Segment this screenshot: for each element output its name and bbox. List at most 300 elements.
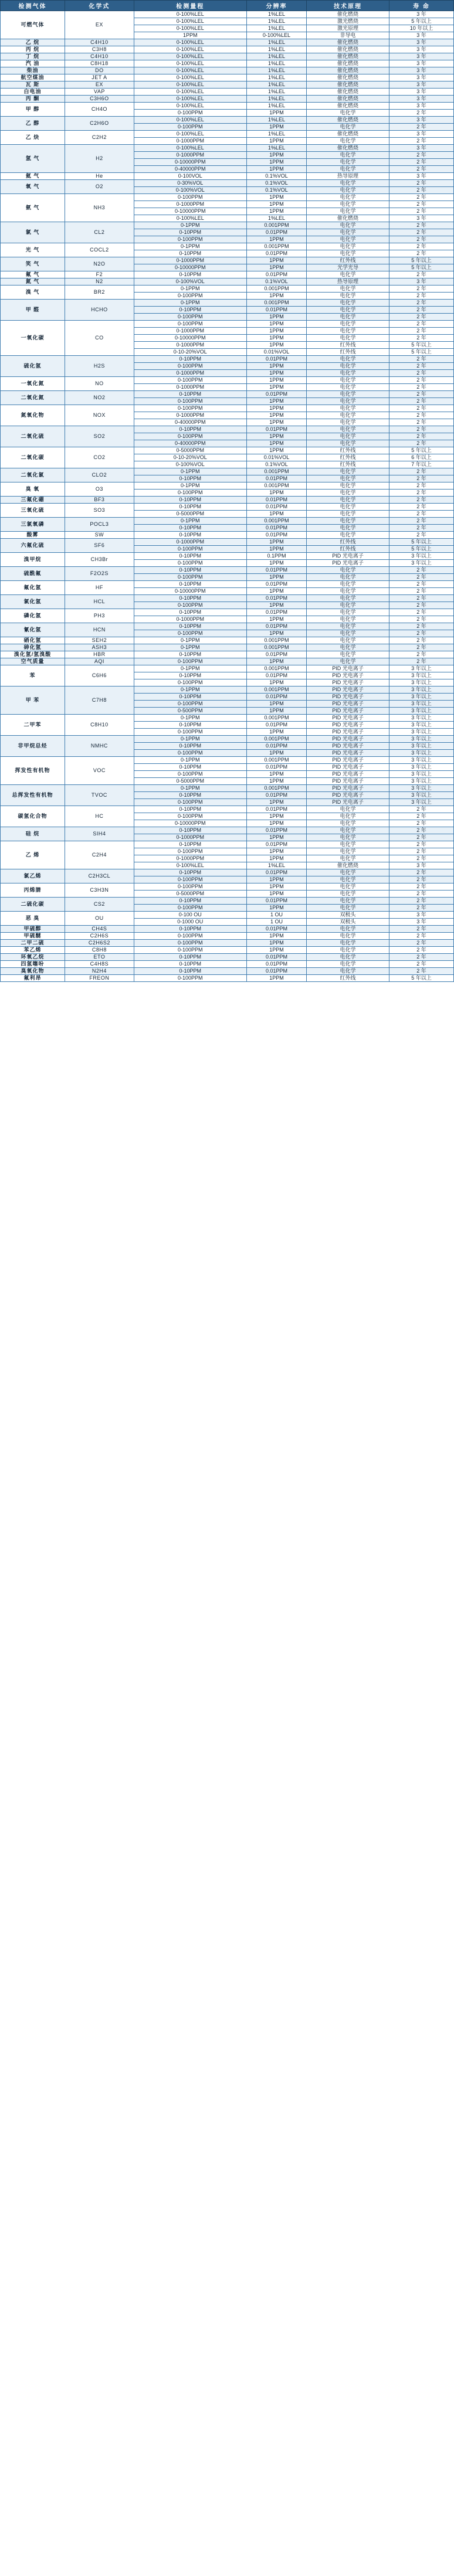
life-cell: 3 年 bbox=[389, 39, 453, 46]
technology-cell: 电化学 bbox=[307, 180, 389, 187]
life-cell: 2 年 bbox=[389, 370, 453, 377]
resolution-cell: 1PPM bbox=[246, 848, 306, 855]
range-cell: 0-1PPM bbox=[134, 286, 246, 293]
technology-cell: 催化燃烧 bbox=[307, 215, 389, 222]
life-cell: 2 年 bbox=[389, 419, 453, 426]
life-cell: 2 年 bbox=[389, 426, 453, 433]
gas-name-cell: 臭 氧 bbox=[1, 482, 65, 497]
resolution-cell: 0.1%VOL bbox=[246, 461, 306, 468]
life-cell: 2 年 bbox=[389, 271, 453, 278]
resolution-cell: 0.01PPM bbox=[246, 609, 306, 616]
range-cell: 0-10PPM bbox=[134, 764, 246, 771]
table-row bbox=[1, 898, 454, 905]
resolution-cell: 1%LEL bbox=[246, 145, 306, 152]
resolution-cell: 1PPM bbox=[246, 616, 306, 623]
table-row bbox=[1, 912, 454, 919]
gas-name-cell: 二氧化硫 bbox=[1, 426, 65, 447]
table-row bbox=[1, 504, 454, 511]
chemical-formula-cell: N2O bbox=[65, 257, 134, 271]
chemical-formula-cell: C2H6S bbox=[65, 933, 134, 940]
header-formula: 化学式 bbox=[65, 1, 134, 11]
range-cell: 0-1000PPM bbox=[134, 201, 246, 208]
range-cell: 0-100%VOL bbox=[134, 187, 246, 194]
range-cell: 0-1000PPM bbox=[134, 257, 246, 264]
range-cell: 0-10PPM bbox=[134, 968, 246, 975]
resolution-cell: 0.01PPM bbox=[246, 792, 306, 799]
life-cell: 2 年 bbox=[389, 651, 453, 658]
chemical-formula-cell: CH4S bbox=[65, 926, 134, 933]
resolution-cell: 1PPM bbox=[246, 110, 306, 117]
table-row bbox=[1, 103, 454, 110]
technology-cell: 电化学 bbox=[307, 377, 389, 384]
resolution-cell: 1%LEL bbox=[246, 215, 306, 222]
resolution-cell: 0.01PPM bbox=[246, 229, 306, 236]
chemical-formula-cell: C3H3N bbox=[65, 883, 134, 898]
resolution-cell: 1PPM bbox=[246, 257, 306, 264]
range-cell: 0-100PPM bbox=[134, 940, 246, 947]
range-cell: 0-10PPM bbox=[134, 651, 246, 658]
life-cell: 3 年 bbox=[389, 81, 453, 89]
gas-name-cell: 二氧化氮 bbox=[1, 391, 65, 405]
technology-cell: 红外线 bbox=[307, 342, 389, 349]
table-row bbox=[1, 286, 454, 293]
table-row bbox=[1, 11, 454, 18]
range-cell: 0-10PPM bbox=[134, 722, 246, 729]
range-cell: 0-40000PPM bbox=[134, 440, 246, 447]
gas-name-cell: 酸雾 bbox=[1, 532, 65, 539]
gas-name-cell: 环氧乙烷 bbox=[1, 954, 65, 961]
range-cell: 0-10000PPM bbox=[134, 264, 246, 271]
table-row bbox=[1, 447, 454, 454]
table-row bbox=[1, 497, 454, 504]
life-cell: 2 年 bbox=[389, 475, 453, 482]
life-cell: 2 年 bbox=[389, 855, 453, 862]
resolution-cell: 0.1%VOL bbox=[246, 173, 306, 180]
resolution-cell: 0.001PPM bbox=[246, 757, 306, 764]
life-cell: 2 年 bbox=[389, 940, 453, 947]
resolution-cell: 1PPM bbox=[246, 194, 306, 201]
gas-name-cell: 二甲苯 bbox=[1, 715, 65, 736]
life-cell: 5 年以上 bbox=[389, 257, 453, 264]
technology-cell: 催化燃烧 bbox=[307, 60, 389, 67]
resolution-cell: 0.01PPM bbox=[246, 806, 306, 813]
technology-cell: 电化学 bbox=[307, 159, 389, 166]
resolution-cell: 0.01PPM bbox=[246, 926, 306, 933]
chemical-formula-cell: ASH3 bbox=[65, 644, 134, 651]
life-cell: 2 年 bbox=[389, 356, 453, 363]
range-cell: 0-100 OU bbox=[134, 912, 246, 919]
technology-cell: 电化学 bbox=[307, 954, 389, 961]
chemical-formula-cell: C7H8 bbox=[65, 687, 134, 715]
range-cell: 0-10PPM bbox=[134, 581, 246, 588]
range-cell: 0-100PPM bbox=[134, 321, 246, 328]
technology-cell: 电化学 bbox=[307, 222, 389, 229]
life-cell: 2 年 bbox=[389, 609, 453, 616]
resolution-cell: 0.001PPM bbox=[246, 785, 306, 792]
technology-cell: 催化燃烧 bbox=[307, 39, 389, 46]
chemical-formula-cell: CL2 bbox=[65, 222, 134, 243]
range-cell: 0-1PPM bbox=[134, 757, 246, 764]
range-cell: 0-1PPM bbox=[134, 468, 246, 475]
gas-name-cell: 三氯氧磷 bbox=[1, 518, 65, 532]
gas-name-cell: 氨 气 bbox=[1, 194, 65, 222]
technology-cell: 电化学 bbox=[307, 468, 389, 475]
range-cell: 0-1PPM bbox=[134, 482, 246, 490]
chemical-formula-cell: SF6 bbox=[65, 539, 134, 553]
life-cell: 2 年 bbox=[389, 398, 453, 405]
resolution-cell: 1PPM bbox=[246, 236, 306, 243]
header-range: 检测量程 bbox=[134, 1, 246, 11]
gas-name-cell: 苯乙烯 bbox=[1, 947, 65, 954]
chemical-formula-cell: NO2 bbox=[65, 391, 134, 405]
life-cell: 3 年 bbox=[389, 215, 453, 222]
table-row bbox=[1, 426, 454, 433]
gas-name-cell: 总挥发性有机物 bbox=[1, 785, 65, 806]
technology-cell: 电化学 bbox=[307, 426, 389, 433]
table-row bbox=[1, 637, 454, 644]
life-cell: 3 年以上 bbox=[389, 764, 453, 771]
range-cell: 0-10-20%VOL bbox=[134, 454, 246, 461]
range-cell: 0-100PPM bbox=[134, 490, 246, 497]
resolution-cell: 1%LEL bbox=[246, 103, 306, 110]
technology-cell: 红外线 bbox=[307, 975, 389, 982]
life-cell: 3 年以上 bbox=[389, 792, 453, 799]
resolution-cell: 0.001PPM bbox=[246, 736, 306, 743]
gas-name-cell: 氢 气 bbox=[1, 145, 65, 173]
life-cell: 2 年 bbox=[389, 848, 453, 855]
gas-name-cell: 磷化氢 bbox=[1, 609, 65, 623]
table-row bbox=[1, 532, 454, 539]
gas-name-cell: 六氟化硫 bbox=[1, 539, 65, 553]
technology-cell: 电化学 bbox=[307, 574, 389, 581]
range-cell: 0-10PPM bbox=[134, 525, 246, 532]
resolution-cell: 1PPM bbox=[246, 201, 306, 208]
technology-cell: 电化学 bbox=[307, 827, 389, 834]
resolution-cell: 0.001PPM bbox=[246, 468, 306, 475]
resolution-cell: 1PPM bbox=[246, 124, 306, 131]
range-cell: 0-10PPM bbox=[134, 567, 246, 574]
range-cell: 0-10PPM bbox=[134, 961, 246, 968]
life-cell: 2 年 bbox=[389, 243, 453, 250]
range-cell: 0-10000PPM bbox=[134, 588, 246, 595]
range-cell: 0-100%LEL bbox=[134, 46, 246, 53]
life-cell: 2 年 bbox=[389, 658, 453, 665]
range-cell: 0-10PPM bbox=[134, 806, 246, 813]
technology-cell: 催化燃烧 bbox=[307, 862, 389, 869]
technology-cell: 电化学 bbox=[307, 651, 389, 658]
chemical-formula-cell: BR2 bbox=[65, 286, 134, 300]
resolution-cell: 1PPM bbox=[246, 363, 306, 370]
life-cell: 2 年 bbox=[389, 166, 453, 173]
technology-cell: PID 光电离子 bbox=[307, 672, 389, 679]
resolution-cell: 1PPM bbox=[246, 321, 306, 328]
table-row bbox=[1, 883, 454, 891]
chemical-formula-cell: C6H6 bbox=[65, 665, 134, 687]
table-row bbox=[1, 243, 454, 250]
technology-cell: 电化学 bbox=[307, 602, 389, 609]
technology-cell: PID 光电离子 bbox=[307, 792, 389, 799]
gas-name-cell: 一氧化碳 bbox=[1, 321, 65, 356]
life-cell: 2 年 bbox=[389, 637, 453, 644]
chemical-formula-cell: CS2 bbox=[65, 898, 134, 912]
range-cell: 0-10PPM bbox=[134, 356, 246, 363]
range-cell: 0-100PPM bbox=[134, 574, 246, 581]
technology-cell: 电化学 bbox=[307, 933, 389, 940]
range-cell: 0-1000PPM bbox=[134, 152, 246, 159]
range-cell: 0-100%LEL bbox=[134, 67, 246, 74]
technology-cell: 电化学 bbox=[307, 581, 389, 588]
chemical-formula-cell: JET A bbox=[65, 74, 134, 81]
life-cell: 2 年 bbox=[389, 497, 453, 504]
resolution-cell: 1PPM bbox=[246, 658, 306, 665]
resolution-cell: 0.01PPM bbox=[246, 504, 306, 511]
technology-cell: 电化学 bbox=[307, 532, 389, 539]
table-row bbox=[1, 321, 454, 328]
technology-cell: 电化学 bbox=[307, 419, 389, 426]
resolution-cell: 1PPM bbox=[246, 138, 306, 145]
range-cell: 0-100PPM bbox=[134, 377, 246, 384]
life-cell: 2 年 bbox=[389, 532, 453, 539]
life-cell: 3 年 bbox=[389, 11, 453, 18]
gas-name-cell: 甲 醛 bbox=[1, 300, 65, 321]
chemical-formula-cell: EX bbox=[65, 81, 134, 89]
life-cell: 2 年 bbox=[389, 602, 453, 609]
life-cell: 3 年以上 bbox=[389, 665, 453, 672]
life-cell: 2 年 bbox=[389, 377, 453, 384]
technology-cell: PID 光电离子 bbox=[307, 715, 389, 722]
chemical-formula-cell: C4H10 bbox=[65, 53, 134, 60]
resolution-cell: 1PPM bbox=[246, 166, 306, 173]
technology-cell: 电化学 bbox=[307, 271, 389, 278]
chemical-formula-cell: AQI bbox=[65, 658, 134, 665]
resolution-cell: 1PPM bbox=[246, 511, 306, 518]
range-cell: 0-100PPM bbox=[134, 679, 246, 687]
chemical-formula-cell: C2H2 bbox=[65, 131, 134, 145]
range-cell: 0-100PPM bbox=[134, 771, 246, 778]
resolution-cell: 1PPM bbox=[246, 314, 306, 321]
chemical-formula-cell: COCL2 bbox=[65, 243, 134, 257]
table-row bbox=[1, 644, 454, 651]
range-cell: 0-100PPM bbox=[134, 124, 246, 131]
life-cell: 3 年 bbox=[389, 173, 453, 180]
gas-name-cell: 硅 烷 bbox=[1, 827, 65, 841]
life-cell: 3 年以上 bbox=[389, 560, 453, 567]
range-cell: 0-10PPM bbox=[134, 250, 246, 257]
life-cell: 3 年以上 bbox=[389, 743, 453, 750]
resolution-cell: 0.01%VOL bbox=[246, 349, 306, 356]
resolution-cell: 0.01PPM bbox=[246, 694, 306, 701]
range-cell: 0-100%LEL bbox=[134, 39, 246, 46]
range-cell: 0-1000PPM bbox=[134, 616, 246, 623]
resolution-cell: 1%LEL bbox=[246, 46, 306, 53]
technology-cell: 电化学 bbox=[307, 883, 389, 891]
resolution-cell: 0.001PPM bbox=[246, 665, 306, 672]
header-gas: 检测气体 bbox=[1, 1, 65, 11]
range-cell: 0-10PPM bbox=[134, 694, 246, 701]
life-cell: 2 年 bbox=[389, 504, 453, 511]
technology-cell: 双极头 bbox=[307, 919, 389, 926]
chemical-formula-cell: SEH2 bbox=[65, 637, 134, 644]
range-cell: 0-100%LEL bbox=[134, 74, 246, 81]
life-cell: 2 年 bbox=[389, 468, 453, 475]
resolution-cell: 1PPM bbox=[246, 370, 306, 377]
life-cell: 2 年 bbox=[389, 898, 453, 905]
life-cell: 3 年 bbox=[389, 32, 453, 39]
technology-cell: 电化学 bbox=[307, 898, 389, 905]
life-cell: 2 年 bbox=[389, 307, 453, 314]
range-cell: 0-100PPM bbox=[134, 560, 246, 567]
chemical-formula-cell: NMHC bbox=[65, 736, 134, 757]
resolution-cell: 0.01PPM bbox=[246, 581, 306, 588]
life-cell: 2 年 bbox=[389, 954, 453, 961]
technology-cell: 电化学 bbox=[307, 891, 389, 898]
life-cell: 3 年 bbox=[389, 74, 453, 81]
technology-cell: 电化学 bbox=[307, 940, 389, 947]
gas-name-cell: 二氧化碳 bbox=[1, 447, 65, 468]
resolution-cell: 1%LEL bbox=[246, 117, 306, 124]
range-cell: 0-40000PPM bbox=[134, 419, 246, 426]
table-row bbox=[1, 145, 454, 152]
resolution-cell: 0.01PPM bbox=[246, 532, 306, 539]
range-cell: 0-10PPM bbox=[134, 841, 246, 848]
table-row bbox=[1, 609, 454, 616]
resolution-cell: 0.1%VOL bbox=[246, 278, 306, 286]
technology-cell: 电化学 bbox=[307, 201, 389, 208]
chemical-formula-cell: F2 bbox=[65, 271, 134, 278]
resolution-cell: 0.01PPM bbox=[246, 869, 306, 876]
table-row bbox=[1, 539, 454, 546]
life-cell: 3 年 bbox=[389, 46, 453, 53]
life-cell: 2 年 bbox=[389, 236, 453, 243]
technology-cell: 红外线 bbox=[307, 257, 389, 264]
table-row bbox=[1, 715, 454, 722]
resolution-cell: 1PPM bbox=[246, 546, 306, 553]
gas-name-cell: 氟化氢 bbox=[1, 581, 65, 595]
life-cell: 2 年 bbox=[389, 891, 453, 898]
range-cell: 0-100PPM bbox=[134, 236, 246, 243]
technology-cell: 电化学 bbox=[307, 848, 389, 855]
table-row bbox=[1, 687, 454, 694]
range-cell: 0-10PPM bbox=[134, 553, 246, 560]
life-cell: 2 年 bbox=[389, 384, 453, 391]
range-cell: 1PPM bbox=[134, 32, 246, 39]
life-cell: 2 年 bbox=[389, 482, 453, 490]
life-cell: 2 年 bbox=[389, 335, 453, 342]
technology-cell: 非导电 bbox=[307, 32, 389, 39]
gas-name-cell: 硫酰氟 bbox=[1, 567, 65, 581]
gas-name-cell: 氟利昂 bbox=[1, 975, 65, 982]
table-row bbox=[1, 567, 454, 574]
table-row bbox=[1, 391, 454, 398]
resolution-cell: 1PPM bbox=[246, 750, 306, 757]
gas-name-cell: 溴甲烷 bbox=[1, 553, 65, 567]
life-cell: 3 年以上 bbox=[389, 729, 453, 736]
technology-cell: 电化学 bbox=[307, 286, 389, 293]
range-cell: 0-100PPM bbox=[134, 947, 246, 954]
resolution-cell: 1%LEL bbox=[246, 81, 306, 89]
technology-cell: 电化学 bbox=[307, 300, 389, 307]
table-row bbox=[1, 180, 454, 187]
technology-cell: 电化学 bbox=[307, 363, 389, 370]
gas-name-cell: 二氧化氯 bbox=[1, 468, 65, 482]
life-cell: 3 年 bbox=[389, 103, 453, 110]
life-cell: 2 年 bbox=[389, 152, 453, 159]
resolution-cell: 0.01PPM bbox=[246, 743, 306, 750]
technology-cell: 催化燃烧 bbox=[307, 74, 389, 81]
range-cell: 0-1PPM bbox=[134, 665, 246, 672]
technology-cell: 电化学 bbox=[307, 110, 389, 117]
gas-name-cell: 溴化氢/氢溴酸 bbox=[1, 651, 65, 658]
resolution-cell: 0.01PPM bbox=[246, 525, 306, 532]
gas-name-cell: 乙 炔 bbox=[1, 131, 65, 145]
gas-name-cell: 氰化氢 bbox=[1, 623, 65, 637]
technology-cell: PID 光电离子 bbox=[307, 771, 389, 778]
life-cell: 6 年以上 bbox=[389, 454, 453, 461]
life-cell: 3 年以上 bbox=[389, 736, 453, 743]
range-cell: 0-100PPM bbox=[134, 658, 246, 665]
gas-name-cell: 丙烯腈 bbox=[1, 883, 65, 898]
life-cell: 2 年 bbox=[389, 194, 453, 201]
chemical-formula-cell: C8H10 bbox=[65, 715, 134, 736]
chemical-formula-cell: HBR bbox=[65, 651, 134, 658]
range-cell: 0-10PPM bbox=[134, 497, 246, 504]
resolution-cell: 1PPM bbox=[246, 159, 306, 166]
technology-cell: 催化燃烧 bbox=[307, 131, 389, 138]
chemical-formula-cell: F2O2S bbox=[65, 567, 134, 581]
life-cell: 2 年 bbox=[389, 834, 453, 841]
technology-cell: 电化学 bbox=[307, 806, 389, 813]
range-cell: 0-100PPM bbox=[134, 799, 246, 806]
resolution-cell: 1PPM bbox=[246, 630, 306, 637]
life-cell: 2 年 bbox=[389, 581, 453, 588]
resolution-cell: 1PPM bbox=[246, 778, 306, 785]
chemical-formula-cell: VOC bbox=[65, 757, 134, 785]
range-cell: 0-40000PPM bbox=[134, 166, 246, 173]
range-cell: 0-100PPM bbox=[134, 405, 246, 412]
technology-cell: PID 光电离子 bbox=[307, 785, 389, 792]
table-row bbox=[1, 117, 454, 124]
table-row bbox=[1, 405, 454, 412]
gas-name-cell: 甲 醇 bbox=[1, 103, 65, 117]
gas-name-cell: 可燃气体 bbox=[1, 11, 65, 39]
resolution-cell: 1PPM bbox=[246, 293, 306, 300]
technology-cell: 电化学 bbox=[307, 623, 389, 630]
life-cell: 3 年 bbox=[389, 89, 453, 96]
chemical-formula-cell: POCL3 bbox=[65, 518, 134, 532]
resolution-cell: 1 OU bbox=[246, 912, 306, 919]
life-cell: 3 年 bbox=[389, 60, 453, 67]
technology-cell: 电化学 bbox=[307, 905, 389, 912]
range-cell: 0-10PPM bbox=[134, 426, 246, 433]
range-cell: 0-100PPM bbox=[134, 363, 246, 370]
range-cell: 0-10PPM bbox=[134, 623, 246, 630]
table-row bbox=[1, 961, 454, 968]
technology-cell: 电化学 bbox=[307, 356, 389, 363]
range-cell: 0-10PPM bbox=[134, 391, 246, 398]
resolution-cell: 1PPM bbox=[246, 440, 306, 447]
chemical-formula-cell: O2 bbox=[65, 180, 134, 194]
technology-cell: 电化学 bbox=[307, 947, 389, 954]
chemical-formula-cell: HCN bbox=[65, 623, 134, 637]
table-row bbox=[1, 96, 454, 103]
range-cell: 0-10PPM bbox=[134, 898, 246, 905]
resolution-cell: 0.001PPM bbox=[246, 222, 306, 229]
technology-cell: 电化学 bbox=[307, 405, 389, 412]
resolution-cell: 1PPM bbox=[246, 679, 306, 687]
table-row bbox=[1, 39, 454, 46]
technology-cell: 电化学 bbox=[307, 876, 389, 883]
life-cell: 2 年 bbox=[389, 440, 453, 447]
